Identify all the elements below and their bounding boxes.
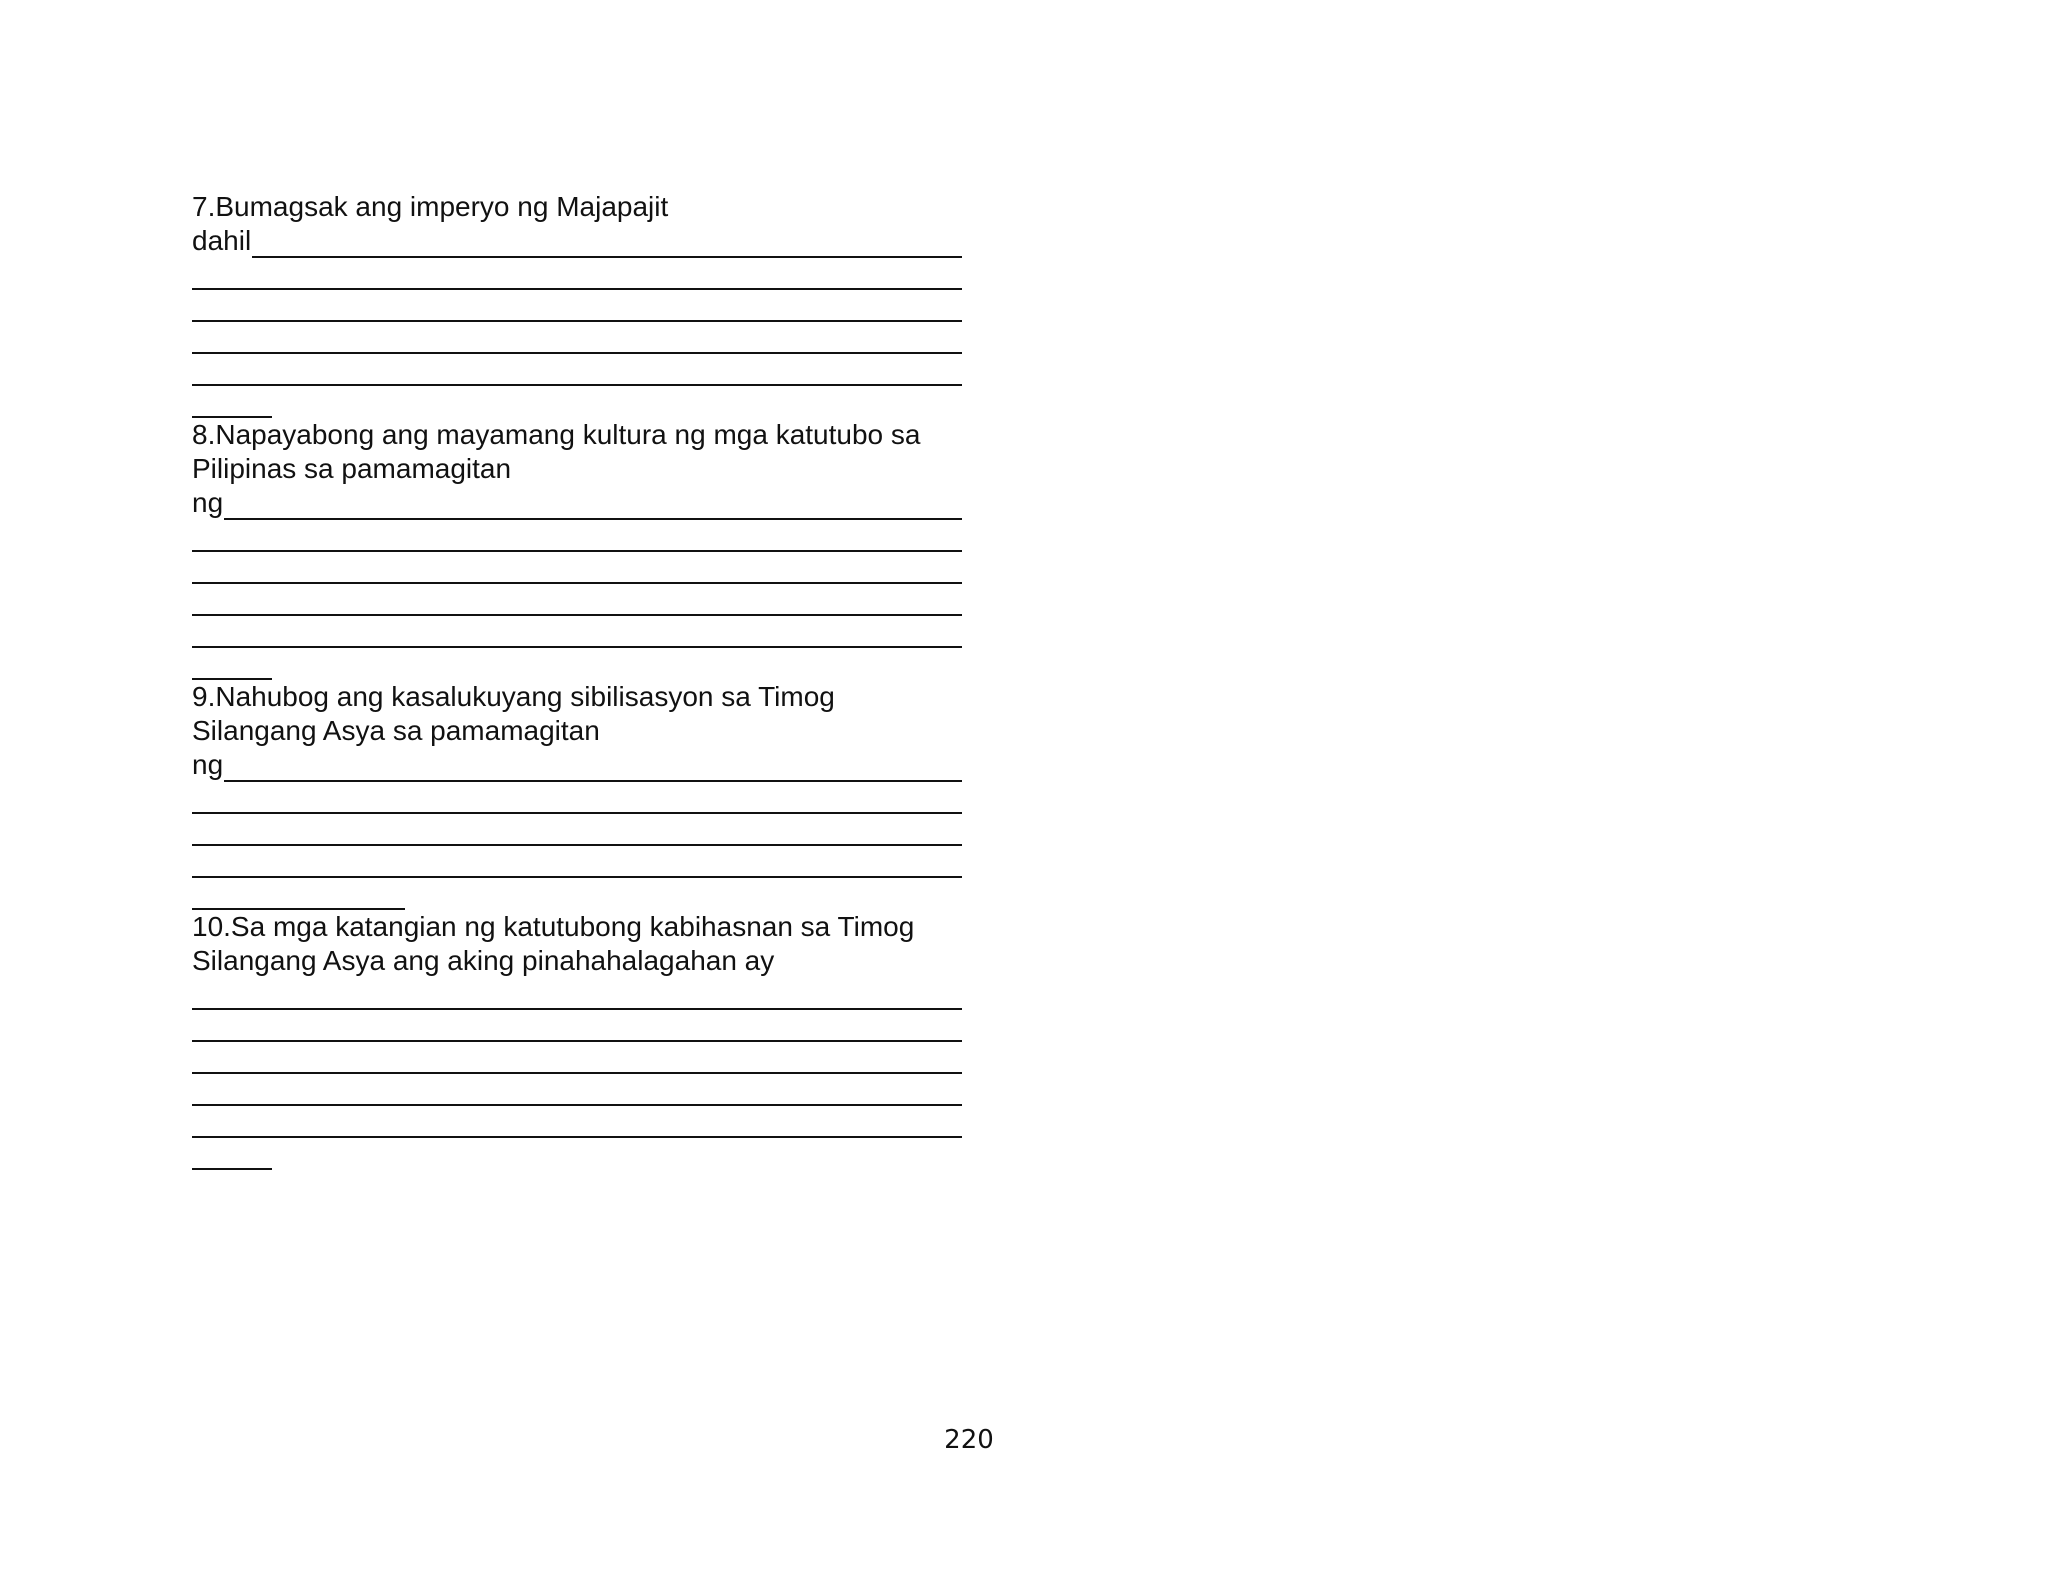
- answer-line[interactable]: [192, 552, 962, 584]
- answer-blank[interactable]: [252, 229, 962, 258]
- question-10: [192, 910, 962, 1170]
- question-prompt-continued: Silangang Asya ang aking pinahahalagahan ay: [192, 945, 775, 976]
- answer-blank[interactable]: [224, 491, 962, 520]
- answer-stub-line[interactable]: [192, 648, 272, 680]
- answer-stub-line[interactable]: [192, 386, 272, 418]
- question-7: [192, 190, 962, 418]
- answer-line[interactable]: [192, 1074, 962, 1106]
- answer-line[interactable]: [192, 584, 962, 616]
- worksheet: [192, 190, 962, 1170]
- question-prompt-continued: Pilipinas sa pamamagitan: [192, 453, 512, 484]
- question-prompt-continued: Silangang Asya sa pamamagitan: [192, 715, 600, 746]
- question-8: [192, 418, 962, 680]
- answer-lead-line[interactable]: [192, 748, 962, 782]
- answer-lead-word: dahil: [192, 225, 252, 256]
- answer-blank[interactable]: [224, 753, 962, 782]
- answer-lead-word: ng: [192, 487, 224, 518]
- page-number-text: 220: [944, 1425, 994, 1455]
- answer-line[interactable]: [192, 354, 962, 386]
- answer-stub-line[interactable]: [192, 1138, 272, 1170]
- question-prompt: 8.Napayabong ang mayamang kultura ng mga katutubo sa: [192, 419, 921, 450]
- answer-lead-line[interactable]: [192, 486, 962, 520]
- answer-stub-line[interactable]: [192, 878, 405, 910]
- question-prompt: 10.Sa mga katangian ng katutubong kabihasnan sa Timog: [192, 911, 915, 942]
- question-prompt: 9.Nahubog ang kasalukuyang sibilisasyon sa Timog: [192, 681, 835, 712]
- answer-line[interactable]: [192, 290, 962, 322]
- answer-lead-word: ng: [192, 749, 224, 780]
- answer-line[interactable]: [192, 1010, 962, 1042]
- answer-line[interactable]: [192, 520, 962, 552]
- answer-line[interactable]: [192, 1042, 962, 1074]
- answer-line[interactable]: [192, 1106, 962, 1138]
- answer-line[interactable]: [192, 814, 962, 846]
- question-prompt: 7.Bumagsak ang imperyo ng Majapajit: [192, 191, 669, 222]
- answer-line[interactable]: [192, 782, 962, 814]
- answer-line[interactable]: [192, 258, 962, 290]
- answer-line[interactable]: [192, 846, 962, 878]
- answer-lead-line[interactable]: [192, 224, 962, 258]
- answer-line[interactable]: [192, 616, 962, 648]
- page-number: [0, 1425, 2048, 1455]
- question-9: [192, 680, 962, 910]
- answer-line[interactable]: [192, 322, 962, 354]
- answer-line[interactable]: [192, 978, 962, 1010]
